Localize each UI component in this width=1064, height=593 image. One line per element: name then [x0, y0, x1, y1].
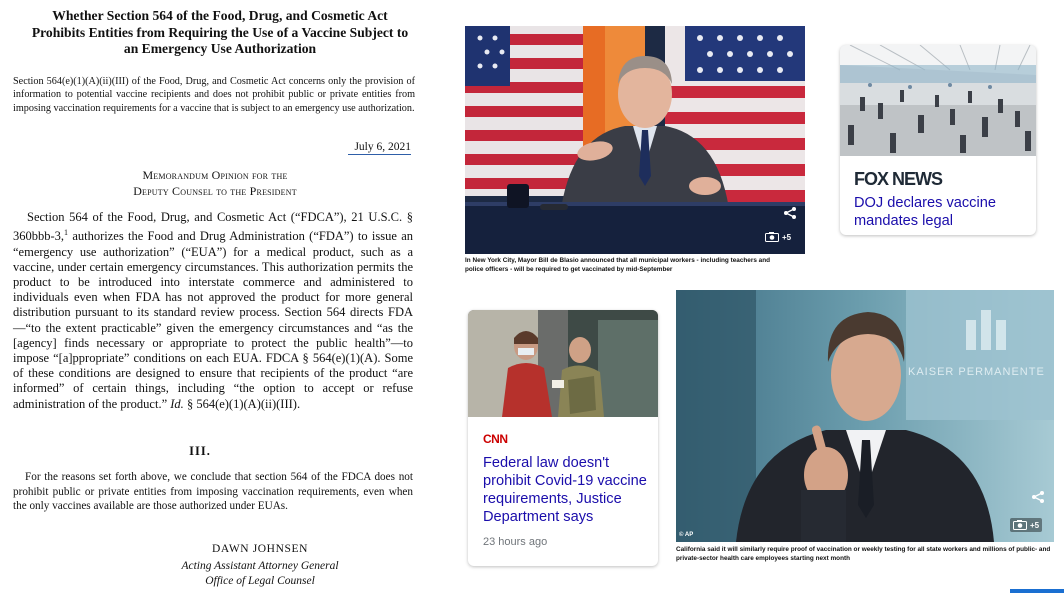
deblasio-photo-image: [465, 26, 805, 254]
memo-document: [0, 0, 430, 593]
memo-signer: DAWN JOHNSEN: [211, 543, 309, 555]
memo-heading-line: Memorandum Opinion for the: [142, 168, 288, 182]
footnote-mark[interactable]: 1: [64, 228, 69, 238]
deblasio-photo[interactable]: [465, 26, 805, 254]
cnn-thumbnail: [468, 310, 658, 417]
cnn-card[interactable]: [468, 310, 658, 566]
share-icon[interactable]: [1031, 490, 1045, 504]
share-icon[interactable]: [783, 206, 797, 220]
memo-section-number: III.: [189, 444, 211, 458]
bottom-accent-bar: [1010, 589, 1064, 593]
kaiser-sign-text: KAISER PERMANENTE: [908, 366, 1045, 378]
deblasio-caption: In New York City, Mayor Bill de Blasio announced that all municipal workers - including teachers and police officers - will be required to get vaccinated by mid-September: [465, 257, 771, 274]
memo-title: Whether Section 564 of the Food, Drug, and Cosmetic Act Prohibits Entities from Requiring the Use of a Vaccine Subject to an Emergency Use Authorization: [31, 8, 409, 56]
cnn-timestamp: 23 hours ago: [483, 536, 548, 548]
photo-count[interactable]: [1010, 518, 1042, 532]
photo-count-label: +5: [1030, 520, 1040, 530]
photo-count[interactable]: [765, 232, 791, 242]
memo-conclusion: For the reasons set forth above, we conclude that section 564 of the FDCA does not prohibit public or private entities from imposing vaccination requirements, even when the only vaccines available are those authorized under EUAs.: [13, 471, 413, 512]
photo-credit: © AP: [679, 532, 694, 538]
camera-icon: [1013, 520, 1027, 530]
memo-date: July 6, 2021: [348, 141, 411, 155]
memo-heading: [60, 167, 370, 199]
memo-body-text: Section 564 of the Food, Drug, and Cosmetic Act (“FDCA”), 21 U.S.C. § 360bbb-3,: [13, 210, 413, 244]
memo-summary: Section 564(e)(1)(A)(ii)(III) of the Food, Drug, and Cosmetic Act concerns only the provision of information to potential vaccine recipients and does not prohibit public or private entities from imposing vaccination requirements for a vaccine that is subject to an emergency use authorization.: [13, 76, 415, 114]
memo-body-text: § 564(e)(1)(A)(ii)(III).: [183, 396, 301, 411]
memo-role-line: Office of Legal Counsel: [205, 575, 315, 587]
memo-citation: Id.: [170, 396, 184, 411]
newsom-caption: California said it will similarly require proof of vaccination or weekly testing for all state workers and millions of public- and private-sector health care employees starting next month: [676, 546, 1051, 563]
memo-signer-role: [140, 559, 380, 589]
fox-news-logo: FOX NEWS: [854, 169, 943, 189]
fox-news-card[interactable]: [840, 45, 1036, 235]
cnn-logo: CNN: [483, 432, 508, 446]
cnn-headline[interactable]: Federal law doesn't prohibit Covid-19 vaccine requirements, Justice Department says: [483, 455, 647, 525]
newsom-photo[interactable]: [676, 290, 1054, 542]
memo-body: [13, 210, 413, 412]
fox-headline[interactable]: DOJ declares vaccine mandates legal: [854, 195, 996, 229]
photo-count-label: +5: [782, 232, 792, 242]
memo-heading-line: Deputy Counsel to the President: [133, 184, 297, 198]
memo-body-text: authorizes the Food and Drug Administration (“FDA”) to issue an “emergency use authorization” (“EUA”) for a medical product, such as a vaccine, under certain emergency circumstances. This authorization permits the product to be introduced into interstate commerce and administered to individuals even when FDA has not approved the product for more general distribution pursuant to its standard review process. Section 564 directs FDA—“to the extent practicable” given the emergency circumstances and “as the [agency] finds necessary or appropriate to protect the public health”—to impose “[a]ppropriate” conditions on each EUA. FDCA § 564(e)(1)(A). Some of these conditions are designed to ensure that recipients of the product “are informed” of certain things, including “the option to accept or refuse administration of the product.”: [13, 229, 413, 411]
memo-role-line: Acting Assistant Attorney General: [181, 560, 339, 572]
camera-icon: [765, 232, 779, 242]
newsom-photo-image: [676, 290, 1054, 542]
fox-thumbnail: [840, 45, 1036, 156]
